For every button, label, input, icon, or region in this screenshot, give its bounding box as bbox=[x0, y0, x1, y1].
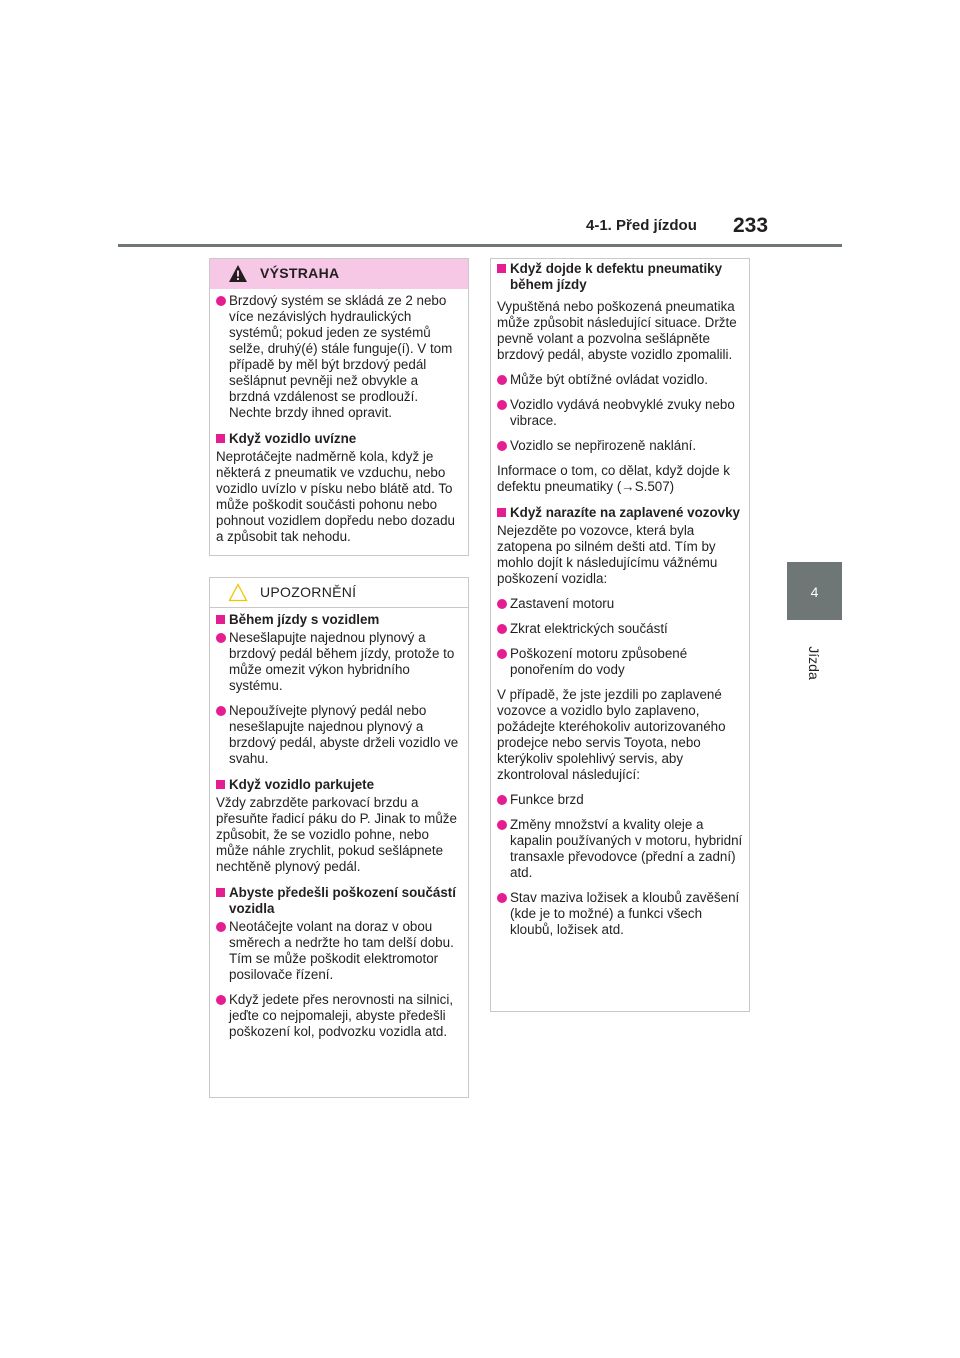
bullet-text: Vozidlo se nepřirozeně naklání. bbox=[510, 438, 697, 453]
bullet-text: Stav maziva ložisek a kloubů zavěšení (kde je to možné) a funkci všech kloubů, ložisek atd. bbox=[510, 890, 740, 937]
caution-title: UPOZORNĚNÍ bbox=[260, 584, 357, 600]
warning-title: VÝSTRAHA bbox=[260, 265, 340, 281]
warning-bullet bbox=[216, 293, 462, 421]
section-heading bbox=[216, 885, 462, 917]
paragraph: Neprotáčejte nadměrně kola, když je některá z pneumatik ve vzduchu, nebo vozidlo uvízlo v písku nebo blátě atd. To může poškodit součásti pohonu nebo pohnout vozidlem dopředu nebo dozadu a způsobit tak nehodu. bbox=[216, 449, 455, 544]
bullet-dot-icon bbox=[216, 922, 226, 932]
section-title: Když dojde k defektu pneumatiky během jízdy bbox=[510, 261, 723, 292]
caution-bullet bbox=[216, 919, 462, 983]
caution-body bbox=[210, 608, 468, 1040]
paragraph: Vždy zabrzděte parkovací brzdu a přesuňte řadicí páku do P. Jinak to může způsobit, že se vozidlo pohne, nebo může náhle zrychlit, pokud sešlápnete nechtěně plynový pedál. bbox=[216, 795, 457, 874]
section-heading bbox=[216, 777, 462, 793]
caution-box bbox=[209, 577, 469, 1098]
section-heading bbox=[497, 505, 743, 521]
warning-box bbox=[209, 258, 469, 556]
bullet-text: Zkrat elektrických součástí bbox=[510, 621, 668, 636]
bullet-dot-icon bbox=[497, 893, 507, 903]
caution-bullet bbox=[216, 630, 462, 694]
bullet-dot-icon bbox=[497, 400, 507, 410]
section-heading bbox=[216, 431, 462, 447]
section-title: Abyste předešli poškození součástí vozidla bbox=[229, 885, 456, 916]
bullet-text: Poškození motoru způsobené ponořením do vody bbox=[510, 646, 688, 677]
right-bullet bbox=[497, 646, 743, 678]
bullet-text: Zastavení motoru bbox=[510, 596, 615, 611]
section-title: Během jízdy s vozidlem bbox=[229, 612, 380, 627]
warning-header bbox=[210, 259, 468, 289]
bullet-dot-icon bbox=[497, 649, 507, 659]
bullet-dot-icon bbox=[497, 375, 507, 385]
chapter-tab bbox=[787, 562, 842, 620]
caution-bullet bbox=[216, 992, 462, 1040]
section-square-icon bbox=[216, 434, 225, 443]
bullet-dot-icon bbox=[497, 624, 507, 634]
right-bullet bbox=[497, 397, 743, 429]
page-reference: Informace o tom, co dělat, když dojde k defektu pneumatiky (→S.507) bbox=[497, 463, 730, 494]
right-bullet bbox=[497, 890, 743, 938]
bullet-text: Nepoužívejte plynový pedál nebo nesešlapujte najednou plynový a brzdový pedál, abyste drželi vozidlo ve svahu. bbox=[229, 703, 459, 766]
chapter-tab-number: 4 bbox=[810, 584, 819, 600]
header-section-title: 4-1. Před jízdou bbox=[586, 217, 697, 234]
bullet-dot-icon bbox=[497, 820, 507, 830]
paragraph: Vypuštěná nebo poškozená pneumatika může způsobit následující situace. Držte pevně volant a pozvolna sešlápněte brzdový pedál, abyste vozidlo zpomalili. bbox=[497, 299, 737, 362]
bullet-text: Funkce brzd bbox=[510, 792, 584, 807]
right-bullet bbox=[497, 621, 743, 637]
right-bullet bbox=[497, 817, 743, 881]
section-square-icon bbox=[497, 508, 506, 517]
page-number: 233 bbox=[733, 214, 769, 237]
warning-triangle-icon bbox=[228, 264, 248, 283]
right-bullet bbox=[497, 596, 743, 612]
section-square-icon bbox=[497, 264, 506, 273]
caution-header bbox=[210, 578, 468, 608]
bullet-dot-icon bbox=[216, 633, 226, 643]
continued-body bbox=[491, 259, 749, 938]
section-heading bbox=[216, 612, 462, 628]
section-square-icon bbox=[216, 780, 225, 789]
bullet-dot-icon bbox=[497, 599, 507, 609]
bullet-dot-icon bbox=[497, 795, 507, 805]
section-title: Když narazíte na zaplavené vozovky bbox=[510, 505, 740, 520]
right-bullet bbox=[497, 792, 743, 808]
bullet-text: Nesešlapujte najednou plynový a brzdový pedál během jízdy, protože to může omezit výkon hybridního systému. bbox=[229, 630, 455, 693]
chapter-tab-label: Jízda bbox=[806, 646, 822, 680]
bullet-text: Když jedete přes nerovnosti na silnici, jeďte co nejpomaleji, abyste předešli poškození kol, podvozku vozidla atd. bbox=[229, 992, 454, 1039]
bullet-text: Brzdový systém se skládá ze 2 nebo více nezávislých hydraulických systémů; pokud jeden ze systémů selže, druhý(é) stále funguje(í). V tom případě by měl být brzdový pedál sešlápnut pevněji než obvykle a brzdná vzdálenost se prodlouží. Nechte brzdy ihned opravit. bbox=[229, 293, 453, 420]
caution-triangle-icon bbox=[228, 583, 248, 602]
right-bullet bbox=[497, 438, 743, 454]
section-title: Když vozidlo uvízne bbox=[229, 431, 357, 446]
paragraph: Nejezděte po vozovce, která byla zatopena po silném dešti atd. Tím by mohlo dojít k následujícímu vážnému poškození vozidla: bbox=[497, 523, 718, 586]
right-bullet bbox=[497, 372, 743, 388]
section-square-icon bbox=[216, 615, 225, 624]
bullet-text: Neotáčejte volant na doraz v obou směrech a nedržte ho tam delší dobu. bbox=[229, 919, 454, 950]
bullet-dot-icon bbox=[216, 706, 226, 716]
bullet-text: Změny množství a kvality oleje a kapalin používaných v motoru, hybridní transaxle převodovce (přední a zadní) atd. bbox=[510, 817, 743, 880]
bullet-dot-icon bbox=[216, 296, 226, 306]
section-square-icon bbox=[216, 888, 225, 897]
bullet-text: Vozidlo vydává neobvyklé zvuky nebo vibrace. bbox=[510, 397, 735, 428]
bullet-text-continued: Tím se může poškodit elektromotor posilovače řízení. bbox=[229, 951, 439, 982]
continued-box bbox=[490, 258, 750, 1012]
bullet-dot-icon bbox=[497, 441, 507, 451]
bullet-text: Může být obtížné ovládat vozidlo. bbox=[510, 372, 708, 387]
bullet-dot-icon bbox=[216, 995, 226, 1005]
warning-body bbox=[210, 289, 468, 545]
section-title: Když vozidlo parkujete bbox=[229, 777, 375, 792]
header-rule bbox=[118, 244, 842, 247]
section-heading bbox=[497, 261, 743, 293]
paragraph: V případě, že jste jezdili po zaplavené vozovce a vozidlo bylo zaplaveno, požádejte kteréhokoliv autorizovaného prodejce nebo servis Toyota, nebo kterýkoliv spolehlivý servis, aby zkontroloval následující: bbox=[497, 687, 726, 782]
caution-bullet bbox=[216, 703, 462, 767]
